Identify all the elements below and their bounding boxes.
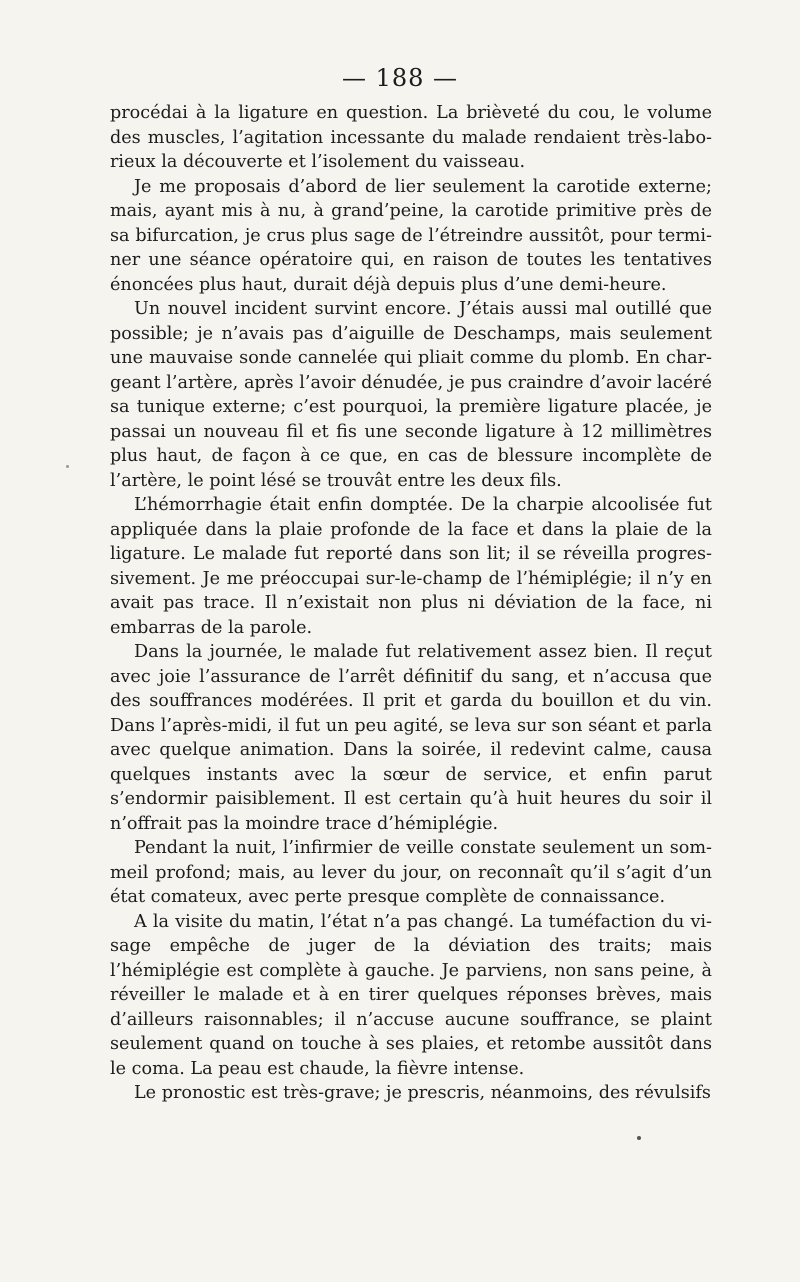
paragraph: L’hémorrhagie était enfin domptée. De la charpie alcoolisée fut appliquée dans la plaie profonde de la face et dans la plaie de la ligature. Le malade fut reporté dans son lit; il se réveilla progressivement. Je me préoccupai sur-le-champ de l’hémiplégie; il n’y en avait pas trace. Il n’existait non plus ni déviation de la face, ni embarras de la parole. [110, 495, 712, 638]
page-number: — 188 — [341, 64, 459, 92]
paragraph: Un nouvel incident survint encore. J’étais aussi mal outillé que possible; je n’avais pas d’aiguille de Deschamps, mais seulement une mauvaise sonde cannelée qui pliait comme du plomb. En chargeant l’artère, après l’avoir dénudée, je pus craindre d’avoir lacéré sa tunique externe; c’est pourquoi, la première ligature placée, je passai un nouveau fil et fis une seconde ligature à 12 millimètres plus haut, de façon à ce que, en cas de blessure incomplète de l’artère, le point lésé se trouvât entre les deux fils. [110, 299, 712, 491]
paragraph: A la visite du matin, l’état n’a pas changé. La tuméfaction du visage empêche de juger de la déviation des traits; mais l’hémiplégie est complète à gauche. Je parviens, non sans peine, à réveiller le malade et à en tirer quelques réponses brèves, mais d’ailleurs raisonnables; il n’accuse aucune souffrance, se plaint seulement quand on touche à ses plaies, et retombe aussitôt dans le coma. La peau est chaude, la fièvre intense. [110, 911, 712, 1079]
paragraph: procédai à la ligature en question. La brièveté du cou, le volume des muscles, l’agitation incessante du malade rendaient très-laborieux la découverte et l’isolement du vaisseau. [110, 103, 712, 172]
paragraph: Dans la journée, le malade fut relativement assez bien. Il reçut avec joie l’assurance de l’arrêt définitif du sang, et n’accusa que des souffrances modérées. Il prit et garda du bouillon et du vin. Dans l’après-midi, il fut un peu agité, se leva sur son séant et parla avec quelque animation. Dans la soirée, il redevint calme, causa quelques instants avec la sœur de service, et enfin parut s’endormir paisiblement. Il est certain qu’à huit heures du soir il n’offrait pas la moindre trace d’hémiplégie. [110, 642, 712, 834]
ink-speck [66, 465, 69, 468]
paragraph: Le pronostic est très-grave; je prescris, néanmoins, des révulsifs [134, 1083, 711, 1103]
paragraph: Pendant la nuit, l’infirmier de veille constate seulement un sommeil profond; mais, au lever du jour, on reconnaît qu’il s’agit d’un état comateux, avec perte presque complète de connaissance. [110, 838, 712, 907]
page-body [110, 101, 712, 1106]
ink-speck [637, 1136, 641, 1140]
paragraph: Je me proposais d’abord de lier seulement la carotide externe; mais, ayant mis à nu, à grand’peine, la carotide primitive près de sa bifurcation, je crus plus sage de l’étreindre aussitôt, pour terminer une séance opératoire qui, en raison de toutes les tentatives énoncées plus haut, durait déjà depuis plus d’une demi-heure. [110, 176, 712, 295]
